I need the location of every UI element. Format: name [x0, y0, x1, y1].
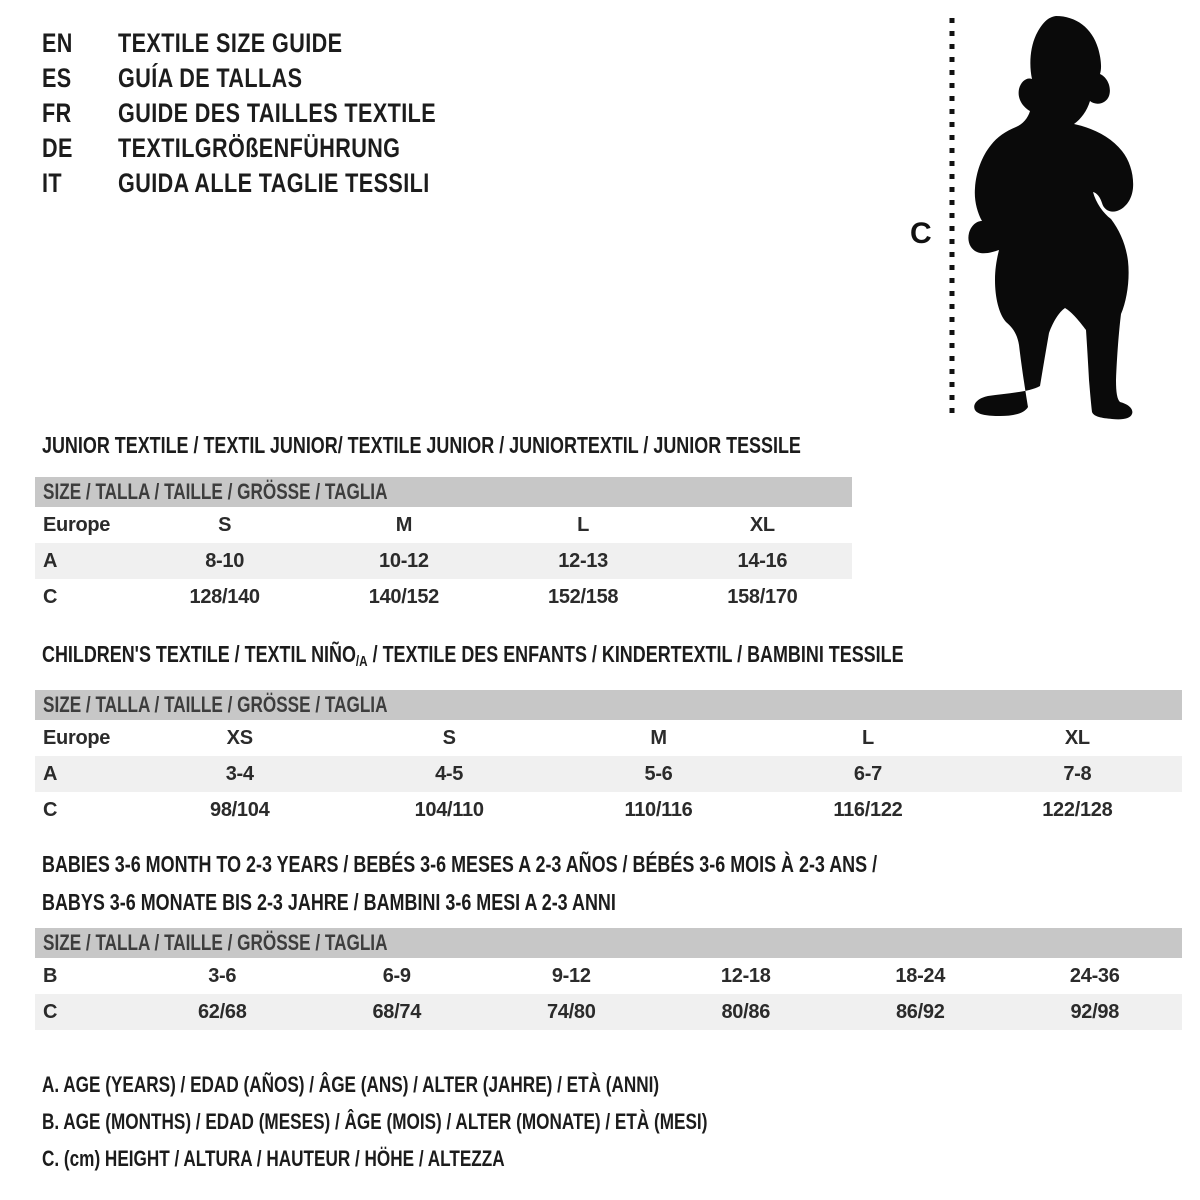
row-label: C: [43, 1000, 58, 1023]
table-cell: XS: [226, 726, 253, 749]
language-code: IT: [42, 168, 62, 198]
table-cell: 92/98: [1070, 1000, 1120, 1023]
table-row: [35, 994, 1182, 1030]
table-cell: 12-18: [720, 964, 771, 987]
table-cell: 158/170: [727, 585, 798, 608]
table-cell: 140/152: [368, 585, 439, 608]
table-cell: M: [395, 513, 413, 536]
table-cell: M: [650, 726, 667, 749]
row-label: Europe: [43, 726, 111, 749]
language-row-en: [42, 26, 436, 61]
size-header-bar: [35, 690, 1182, 720]
language-code: FR: [42, 98, 72, 128]
baby-figure: [880, 0, 1200, 430]
table-cell: 86/92: [895, 1000, 945, 1023]
language-row-es: [42, 61, 436, 96]
table-cell: 80/86: [721, 1000, 771, 1023]
language-label: GUIDA ALLE TAGLIE TESSILI: [118, 168, 430, 198]
table-cell: 104/110: [414, 798, 484, 821]
footnote-age-months: B. AGE (MONTHS) / EDAD (MESES) / ÂGE (MOIS) / ALTER (MONATE) / ETÀ (MESI): [42, 1109, 708, 1134]
table-cell: 4-5: [435, 762, 464, 785]
junior-size-table: [35, 477, 852, 615]
table-cell: 5-6: [644, 762, 673, 785]
table-row: [35, 579, 852, 615]
row-label: Europe: [43, 513, 111, 536]
babies-section-title-line1: BABIES 3-6 MONTH TO 2-3 YEARS / BEBÉS 3-6 MESES A 2-3 AÑOS / BÉBÉS 3-6 MOIS À 2-3 ANS /: [42, 851, 878, 877]
table-cell: 18-24: [895, 964, 946, 987]
language-code: ES: [42, 63, 72, 93]
size-header-bar: [35, 477, 852, 507]
language-label: GUIDE DES TAILLES TEXTILE: [118, 98, 437, 128]
table-row: [35, 958, 1182, 994]
table-cell: XL: [1064, 726, 1090, 749]
table-cell: XL: [749, 513, 775, 536]
size-header-label: SIZE / TALLA / TAILLE / GRÖSSE / TAGLIA: [43, 930, 388, 955]
table-cell: 8-10: [205, 549, 245, 572]
table-cell: 152/158: [548, 585, 619, 608]
table-cell: 122/128: [1042, 798, 1113, 821]
language-code: EN: [42, 28, 73, 58]
table-row: [35, 792, 1182, 828]
table-row: [35, 756, 1182, 792]
junior-section-title: JUNIOR TEXTILE / TEXTIL JUNIOR/ TEXTILE JUNIOR / JUNIORTEXTIL / JUNIOR TESSILE: [42, 432, 801, 458]
table-cell: 9-12: [551, 964, 591, 987]
row-label: C: [43, 798, 58, 821]
table-cell: L: [577, 513, 590, 536]
language-row-de: [42, 131, 436, 166]
row-label: B: [43, 964, 58, 987]
row-label: A: [43, 549, 58, 572]
table-cell: 110/116: [624, 798, 693, 821]
size-header-label: SIZE / TALLA / TAILLE / GRÖSSE / TAGLIA: [43, 479, 388, 504]
babies-section-title-line2: BABYS 3-6 MONATE BIS 2-3 JAHRE / BAMBINI 3-6 MESI A 2-3 ANNI: [42, 889, 616, 915]
size-header-label: SIZE / TALLA / TAILLE / GRÖSSE / TAGLIA: [43, 692, 388, 717]
table-row: [35, 720, 1182, 756]
toddler-silhouette-icon: [968, 16, 1133, 419]
table-cell: 74/80: [546, 1000, 596, 1023]
table-cell: 62/68: [197, 1000, 247, 1023]
row-label: A: [43, 762, 58, 785]
footnote-age-years: A. AGE (YEARS) / EDAD (AÑOS) / ÂGE (ANS) / ALTER (JAHRE) / ETÀ (ANNI): [42, 1072, 660, 1097]
language-code: DE: [42, 133, 73, 163]
language-label: TEXTILGRÖßENFÜHRUNG: [118, 133, 401, 163]
table-cell: 6-7: [853, 762, 882, 785]
language-row-it: [42, 166, 436, 201]
language-label: GUÍA DE TALLAS: [118, 63, 303, 93]
table-cell: 128/140: [189, 585, 260, 608]
row-label: C: [43, 585, 58, 608]
table-cell: S: [218, 513, 232, 536]
table-cell: S: [442, 726, 456, 749]
children-title-post: / TEXTILE DES ENFANTS / KINDERTEXTIL / BAMBINI TESSILE: [367, 641, 904, 667]
children-title-subscript: /A: [355, 653, 368, 670]
table-cell: 6-9: [382, 964, 411, 987]
table-cell: 12-13: [558, 549, 608, 572]
language-row-fr: [42, 96, 436, 131]
size-header-bar: [35, 928, 1182, 958]
height-label: C: [910, 217, 932, 250]
children-size-table: [35, 690, 1182, 828]
table-cell: 98/104: [210, 798, 270, 821]
table-cell: 116/122: [833, 798, 903, 821]
babies-size-table: [35, 928, 1182, 1030]
table-cell: 3-4: [225, 762, 254, 785]
table-cell: 68/74: [372, 1000, 422, 1023]
table-cell: L: [861, 726, 874, 749]
language-list: [42, 26, 535, 201]
table-cell: 24-36: [1069, 964, 1120, 987]
children-section-title: [42, 641, 904, 670]
table-row: [35, 507, 852, 543]
table-cell: 10-12: [379, 549, 429, 572]
footnote-height-cm: C. (cm) HEIGHT / ALTURA / HAUTEUR / HÖHE / ALTEZZA: [42, 1146, 505, 1171]
table-cell: 7-8: [1063, 762, 1092, 785]
table-cell: 14-16: [737, 549, 788, 572]
table-cell: 3-6: [208, 964, 237, 987]
table-row: [35, 543, 852, 579]
language-label: TEXTILE SIZE GUIDE: [118, 28, 343, 58]
children-title-pre: CHILDREN'S TEXTILE / TEXTIL NIÑO: [42, 641, 356, 667]
